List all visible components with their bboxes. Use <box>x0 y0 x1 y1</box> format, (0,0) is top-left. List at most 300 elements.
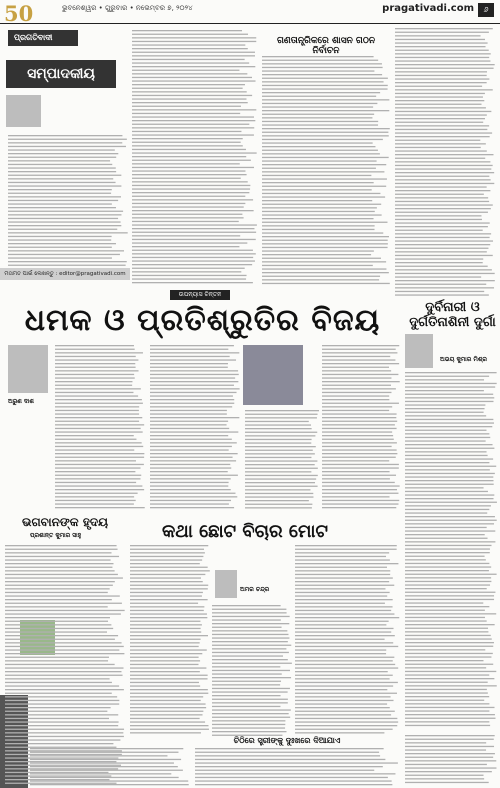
text-line <box>395 197 488 198</box>
text-line <box>55 392 133 393</box>
text-line <box>55 413 139 414</box>
text-line <box>55 403 143 404</box>
text-line <box>405 660 483 661</box>
text-line <box>395 118 485 119</box>
text-line <box>150 485 228 486</box>
text-line <box>295 628 394 629</box>
text-line <box>395 165 493 166</box>
text-line <box>405 746 494 747</box>
text-line <box>322 345 399 346</box>
text-line <box>245 475 318 476</box>
text-line <box>395 168 491 169</box>
text-line <box>132 275 247 276</box>
text-line <box>322 507 396 508</box>
text-line <box>322 442 397 443</box>
editorial-footer: ମତାମତ ପାଇଁ ଲେଖନ୍ତୁ : editor@pragativadi.com <box>0 268 130 280</box>
text-line <box>212 612 287 613</box>
text-line <box>322 471 390 472</box>
text-line <box>5 549 118 550</box>
text-line <box>132 167 254 168</box>
text-line <box>130 603 198 604</box>
text-line <box>5 664 115 665</box>
text-line <box>405 379 484 380</box>
text-line <box>150 439 232 440</box>
text-line <box>132 239 256 240</box>
text-line <box>130 685 200 686</box>
text-line <box>322 485 400 486</box>
text-line <box>130 689 208 690</box>
text-line <box>130 729 209 730</box>
text-line <box>8 225 121 226</box>
text-line <box>405 602 483 603</box>
text-line <box>322 359 395 360</box>
text-line <box>262 236 389 237</box>
text-line <box>405 613 496 614</box>
text-line <box>55 507 145 508</box>
text-line <box>262 261 386 262</box>
text-line <box>130 556 203 557</box>
text-line <box>195 784 392 785</box>
text-line <box>212 713 289 714</box>
text-line <box>405 656 491 657</box>
text-line <box>395 78 489 79</box>
text-line <box>405 480 494 481</box>
text-line <box>132 278 246 279</box>
text-line <box>150 496 237 497</box>
text-line <box>30 748 183 749</box>
text-line <box>395 255 493 256</box>
text-line <box>132 235 240 236</box>
text-line <box>245 439 312 440</box>
text-line <box>395 122 483 123</box>
text-line <box>405 638 492 639</box>
text-line <box>130 671 200 672</box>
text-line <box>395 230 483 231</box>
text-line <box>55 485 142 486</box>
text-line <box>262 276 380 277</box>
text-line <box>262 243 388 244</box>
text-line <box>395 244 490 245</box>
text-line <box>5 574 118 575</box>
text-line <box>245 450 313 451</box>
text-line <box>295 657 394 658</box>
text-line <box>395 201 489 202</box>
text-line <box>295 631 391 632</box>
text-line <box>405 714 495 715</box>
text-line <box>130 595 202 596</box>
text-line <box>5 685 119 686</box>
text-line <box>262 218 374 219</box>
text-line <box>405 778 484 779</box>
text-line <box>55 417 142 418</box>
side-headline: ଦୁର୍ବିନାରୀ ଓ ଦୁର୍ଗତିନାଶିନୀ ଦୁର୍ଗା <box>409 300 496 330</box>
text-line <box>405 685 497 686</box>
text-line <box>405 372 497 373</box>
text-line <box>262 214 382 215</box>
text-line <box>212 670 290 671</box>
text-line <box>245 453 315 454</box>
text-line <box>322 410 389 411</box>
text-line <box>405 401 493 402</box>
text-line <box>30 773 171 774</box>
text-line <box>245 500 309 501</box>
text-line <box>405 760 496 761</box>
text-line <box>150 392 237 393</box>
text-line <box>405 739 494 740</box>
text-line <box>150 471 228 472</box>
text-line <box>5 599 112 600</box>
bottom-center-author: ଅମର ଚନ୍ଦ୍ର <box>240 586 270 593</box>
text-line <box>212 655 283 656</box>
text-line <box>195 766 383 767</box>
text-line <box>150 442 237 443</box>
text-line <box>322 374 398 375</box>
text-line <box>8 203 112 204</box>
text-line <box>130 639 201 640</box>
text-line <box>262 254 371 255</box>
text-line <box>405 757 493 758</box>
text-line <box>132 84 245 85</box>
text-line <box>395 233 491 234</box>
bottom-center-headline: କଥା ଛୋଟ ବିଚାର ମୋଟ <box>161 521 328 542</box>
text-line <box>405 649 485 650</box>
text-line <box>130 646 199 647</box>
text-line <box>5 556 119 557</box>
text-line <box>245 442 311 443</box>
text-line <box>195 759 385 760</box>
text-line <box>405 476 493 477</box>
text-line <box>405 588 487 589</box>
text-line <box>30 762 174 763</box>
text-line <box>405 624 495 625</box>
text-line <box>262 222 387 223</box>
text-line <box>212 634 288 635</box>
text-line <box>262 142 373 143</box>
text-line <box>30 770 183 771</box>
text-line <box>322 496 390 497</box>
text-line <box>395 161 490 162</box>
text-line <box>262 182 374 183</box>
text-line <box>295 714 391 715</box>
text-line <box>195 748 384 749</box>
text-line <box>405 412 484 413</box>
text-line <box>322 424 395 425</box>
text-line <box>212 630 287 631</box>
text-line <box>150 403 234 404</box>
text-line <box>5 545 117 546</box>
text-line <box>245 489 310 490</box>
text-line <box>245 464 315 465</box>
text-line <box>405 458 493 459</box>
text-line <box>150 374 239 375</box>
text-line <box>295 678 390 679</box>
text-line <box>212 731 286 732</box>
text-line <box>55 370 139 371</box>
text-line <box>395 287 494 288</box>
text-line <box>8 214 121 215</box>
text-line <box>395 284 486 285</box>
text-line <box>132 134 254 135</box>
text-line <box>55 399 142 400</box>
text-line <box>295 621 389 622</box>
text-line <box>262 232 383 233</box>
text-line <box>262 88 388 89</box>
text-line <box>130 675 208 676</box>
text-line <box>295 624 386 625</box>
text-line <box>150 356 230 357</box>
text-line <box>132 282 253 283</box>
text-line <box>8 185 121 186</box>
text-line <box>132 109 256 110</box>
bottom-left-byline: ପ୍ରଶାନ୍ତ କୁମାର ସାହୁ <box>30 532 82 539</box>
text-line <box>262 178 387 179</box>
text-line <box>132 142 241 143</box>
text-line <box>405 667 486 668</box>
text-line <box>212 641 288 642</box>
text-line <box>295 613 394 614</box>
text-line <box>130 664 199 665</box>
text-line <box>132 224 257 225</box>
text-line <box>5 552 112 553</box>
text-line <box>322 413 397 414</box>
text-line <box>405 527 487 528</box>
text-line <box>395 219 482 220</box>
text-line <box>405 523 494 524</box>
text-line <box>262 207 377 208</box>
text-line <box>150 467 231 468</box>
text-line <box>405 494 494 495</box>
text-line <box>130 617 207 618</box>
text-line <box>322 377 391 378</box>
text-line <box>395 176 489 177</box>
text-line <box>405 689 487 690</box>
text-line <box>132 91 247 92</box>
bottom-author-photo <box>215 570 237 598</box>
text-line <box>405 440 486 441</box>
text-line <box>405 419 493 420</box>
text-line <box>55 439 136 440</box>
text-line <box>130 721 205 722</box>
text-line <box>130 732 201 733</box>
text-line <box>150 424 227 425</box>
text-line <box>295 682 398 683</box>
text-line <box>395 82 487 83</box>
text-line <box>395 212 488 213</box>
text-line <box>212 691 288 692</box>
text-line <box>150 475 238 476</box>
text-line <box>262 229 375 230</box>
text-line <box>322 392 391 393</box>
text-line <box>295 667 398 668</box>
text-line <box>132 260 255 261</box>
text-line <box>245 410 319 411</box>
text-line <box>395 222 490 223</box>
text-line <box>395 258 483 259</box>
text-line <box>212 688 290 689</box>
text-line <box>405 487 484 488</box>
text-line <box>262 103 377 104</box>
text-line <box>395 57 489 58</box>
text-line <box>405 628 488 629</box>
text-line <box>262 60 378 61</box>
text-line <box>132 52 255 53</box>
text-line <box>405 530 495 531</box>
text-line <box>245 417 317 418</box>
text-line <box>212 623 289 624</box>
text-line <box>132 257 253 258</box>
text-line <box>212 724 285 725</box>
bottom-small-headline: ଚିଠିରେ ସ୍ତ୍ରୀଙ୍କୁ ଦୁଃଖରେ ଦିଆଯାଏ <box>233 736 341 745</box>
text-line <box>132 34 248 35</box>
text-line <box>322 464 399 465</box>
text-line <box>405 592 495 593</box>
text-line <box>405 682 488 683</box>
text-line <box>130 711 203 712</box>
text-line <box>132 160 251 161</box>
text-line <box>405 538 488 539</box>
text-line <box>395 240 493 241</box>
text-line <box>405 606 489 607</box>
text-line <box>405 707 495 708</box>
text-line <box>212 702 288 703</box>
text-line <box>212 709 291 710</box>
text-line <box>150 377 235 378</box>
text-line <box>245 468 318 469</box>
text-line <box>405 491 488 492</box>
text-line <box>322 449 397 450</box>
text-line <box>395 154 493 155</box>
text-line <box>8 167 116 168</box>
text-line <box>322 475 396 476</box>
text-line <box>405 448 494 449</box>
text-line <box>8 146 126 147</box>
site-name[interactable]: pragativadi.com <box>382 3 474 14</box>
text-line <box>8 160 110 161</box>
brand-badge: ପ୍ରଗତିବାଦୀ <box>8 30 78 46</box>
text-line <box>395 46 486 47</box>
text-line <box>132 196 245 197</box>
text-line <box>395 100 484 101</box>
text-line <box>132 113 240 114</box>
text-line <box>262 146 375 147</box>
text-line <box>130 682 199 683</box>
text-line <box>132 88 243 89</box>
text-line <box>150 460 236 461</box>
text-line <box>150 435 228 436</box>
text-line <box>395 86 482 87</box>
text-line <box>55 356 136 357</box>
text-line <box>405 383 497 384</box>
text-line <box>132 206 244 207</box>
text-line <box>245 507 312 508</box>
text-line <box>8 218 118 219</box>
text-line <box>212 659 288 660</box>
text-line <box>405 570 489 571</box>
text-line <box>395 158 485 159</box>
text-line <box>55 482 136 483</box>
text-line <box>245 482 315 483</box>
text-line <box>8 142 122 143</box>
text-line <box>130 567 208 568</box>
text-line <box>295 574 390 575</box>
text-line <box>150 503 229 504</box>
text-line <box>262 110 389 111</box>
text-line <box>405 581 491 582</box>
text-line <box>262 56 374 57</box>
text-line <box>132 37 256 38</box>
text-line <box>322 467 399 468</box>
text-line <box>405 692 488 693</box>
text-line <box>150 370 238 371</box>
text-line <box>130 642 200 643</box>
text-line <box>8 236 112 237</box>
text-line <box>8 232 128 233</box>
text-line <box>132 131 241 132</box>
text-line <box>132 95 252 96</box>
text-line <box>132 62 249 63</box>
text-line <box>262 128 390 129</box>
text-line <box>8 153 118 154</box>
text-line <box>395 104 482 105</box>
text-line <box>262 279 379 280</box>
text-line <box>30 766 178 767</box>
text-line <box>262 121 378 122</box>
text-line <box>405 721 489 722</box>
text-line <box>405 437 490 438</box>
text-line <box>262 250 374 251</box>
text-line <box>405 516 495 517</box>
text-line <box>295 552 389 553</box>
text-line <box>150 352 239 353</box>
text-line <box>395 262 483 263</box>
text-line <box>295 707 390 708</box>
text-line <box>132 188 250 189</box>
text-line <box>212 637 289 638</box>
text-line <box>8 135 122 136</box>
text-line <box>212 695 281 696</box>
text-line <box>322 435 393 436</box>
text-line <box>5 657 109 658</box>
text-line <box>262 193 380 194</box>
text-line <box>295 592 390 593</box>
text-line <box>130 599 208 600</box>
text-line <box>295 577 393 578</box>
text-line <box>195 770 374 771</box>
page-number: ୬ <box>478 3 494 17</box>
text-line <box>322 500 399 501</box>
text-line <box>55 442 142 443</box>
text-line <box>150 493 235 494</box>
text-line <box>295 671 388 672</box>
text-line <box>5 671 121 672</box>
text-line <box>405 599 494 600</box>
text-line <box>5 675 123 676</box>
text-line <box>132 127 254 128</box>
text-line <box>5 595 120 596</box>
text-line <box>405 584 490 585</box>
text-line <box>8 239 111 240</box>
text-line <box>8 211 123 212</box>
text-line <box>150 489 231 490</box>
text-line <box>295 606 393 607</box>
text-line <box>130 660 200 661</box>
text-line <box>395 89 493 90</box>
text-line <box>195 762 398 763</box>
text-line <box>150 399 234 400</box>
text-line <box>245 493 313 494</box>
text-line <box>322 428 397 429</box>
text-line <box>405 782 489 783</box>
